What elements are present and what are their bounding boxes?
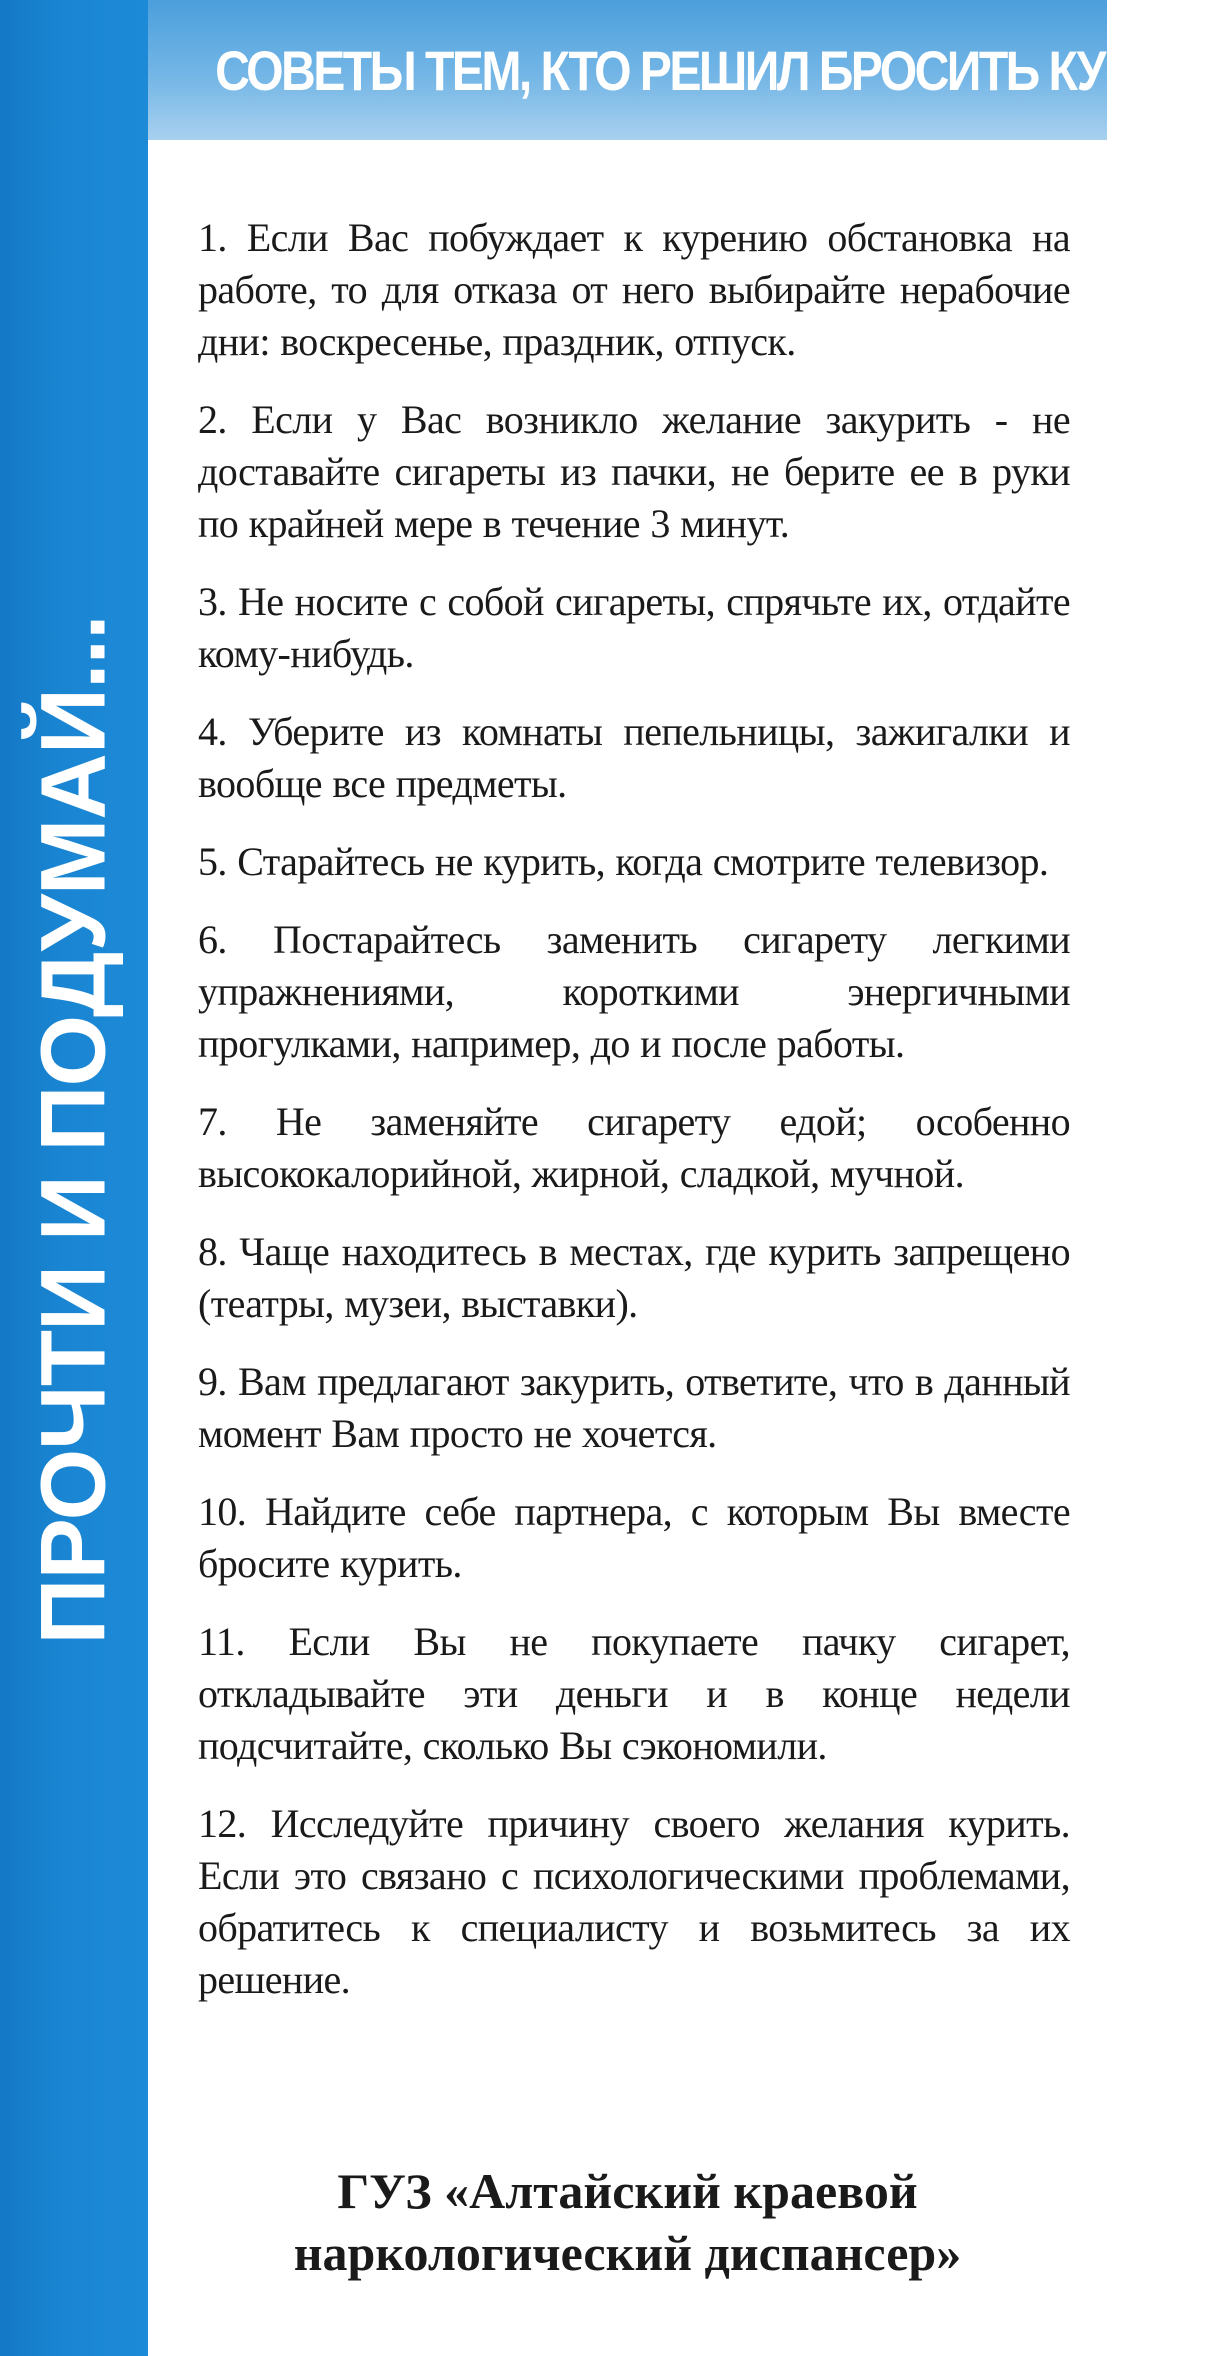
tip-item-7: 7. Не заменяйте сигарету едой; особенно высококалорийной, жирной, сладкой, мучной. (198, 1099, 1070, 1196)
organization-name-line-2: наркологический диспансер» (293, 2225, 962, 2281)
page-title: СОВЕТЫ ТЕМ, КТО РЕШИЛ БРОСИТЬ КУРИТЬ (215, 39, 1224, 102)
tip-item-5: 5. Старайтесь не курить, когда смотрите телевизор. (198, 839, 1049, 884)
tip-item-11: 11. Если Вы не покупаете пачку сигарет, откладывайте эти деньги и в конце недели подсчитайте, сколько Вы сэкономили. (198, 1619, 1070, 1768)
tip-item-1: 1. Если Вас побуждает к курению обстановка на работе, то для отказа от него выбирайте нерабочие дни: воскресенье, праздник, отпуск. (198, 215, 1070, 364)
tip-item-8: 8. Чаще находитесь в местах, где курить запрещено (театры, музеи, выставки). (198, 1229, 1070, 1326)
tip-item-12: 12. Исследуйте причину своего желания курить. Если это связано с психологическими проблемами, обратитесь к специалисту и возьмитесь за их решение. (198, 1801, 1070, 2002)
tip-item-4: 4. Уберите из комнаты пепельницы, зажигалки и вообще все предметы. (198, 709, 1070, 806)
organization-name-line-1: ГУЗ «Алтайский краевой (337, 2163, 918, 2219)
side-banner-text: ПРОЧТИ И ПОДУМАЙ... (22, 615, 125, 1645)
side-banner (0, 0, 148, 2356)
tip-item-6: 6. Постарайтесь заменить сигарету легкими упражнениями, короткими энергичными прогулками, например, до и после работы. (198, 917, 1070, 1066)
tip-item-2: 2. Если у Вас возникло желание закурить - не доставайте сигареты из пачки, не берите ее в руки по крайней мере в течение 3 минут. (198, 397, 1070, 546)
organization-footer (148, 2160, 1107, 2284)
tip-item-9: 9. Вам предлагают закурить, ответите, что в данный момент Вам просто не хочется. (198, 1359, 1070, 1456)
tips-list (198, 212, 1070, 2032)
header-banner (148, 0, 1224, 140)
tip-item-10: 10. Найдите себе партнера, с которым Вы вместе бросите курить. (198, 1489, 1070, 1586)
tip-item-3: 3. Не носите с собой сигареты, спрячьте их, отдайте кому-нибудь. (198, 579, 1070, 676)
